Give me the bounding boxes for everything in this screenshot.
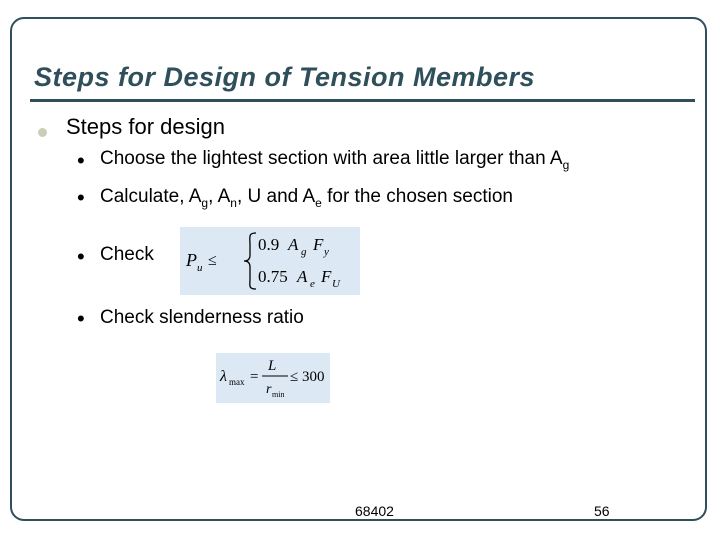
sub-bullet-icon: • <box>77 148 85 173</box>
svg-text:=: = <box>250 369 259 385</box>
item-check-slenderness: Check slenderness ratio <box>100 307 304 328</box>
slide-title: Steps for Design of Tension Members <box>34 62 536 92</box>
item-calculate: Calculate, $A_g$, $A_n$, U and $A_e$ for the chosen section <box>100 186 513 210</box>
footer-code: 68402 <box>355 503 394 519</box>
svg-text:≤ 300: ≤ 300 <box>290 369 325 385</box>
sub-bullet-icon: • <box>77 185 85 210</box>
svg-text:u: u <box>197 262 203 274</box>
svg-text:λ: λ <box>220 368 227 385</box>
svg-text:e: e <box>310 278 315 290</box>
slenderness-equation <box>216 353 330 403</box>
svg-text:0.9: 0.9 <box>258 235 280 254</box>
check-equation <box>180 227 360 295</box>
page-number: 56 <box>594 503 610 519</box>
svg-text:min: min <box>272 390 285 399</box>
svg-text:L: L <box>268 358 277 374</box>
svg-text:U: U <box>332 278 340 290</box>
sub-bullet-icon: • <box>77 306 85 331</box>
svg-text:A: A <box>297 267 308 286</box>
eq-rel: ≤ <box>208 252 217 269</box>
bullet-dot-icon <box>38 128 47 137</box>
eq-lhs: P <box>186 250 197 270</box>
svg-text:0.75: 0.75 <box>258 267 288 286</box>
sub-bullet-icon: • <box>77 244 85 269</box>
bullet-steps-for-design: Steps for design <box>66 114 225 139</box>
svg-text:F: F <box>313 235 324 254</box>
item-check: Check <box>100 244 154 265</box>
svg-text:max: max <box>229 377 245 387</box>
svg-text:y: y <box>324 246 329 258</box>
title-underline <box>30 99 695 102</box>
svg-text:r: r <box>266 382 272 397</box>
svg-text:g: g <box>301 246 307 258</box>
svg-text:F: F <box>321 267 332 286</box>
svg-text:A: A <box>288 235 299 254</box>
item-choose-section: Choose the lightest section with area little larger than $A_g$ <box>100 148 570 172</box>
